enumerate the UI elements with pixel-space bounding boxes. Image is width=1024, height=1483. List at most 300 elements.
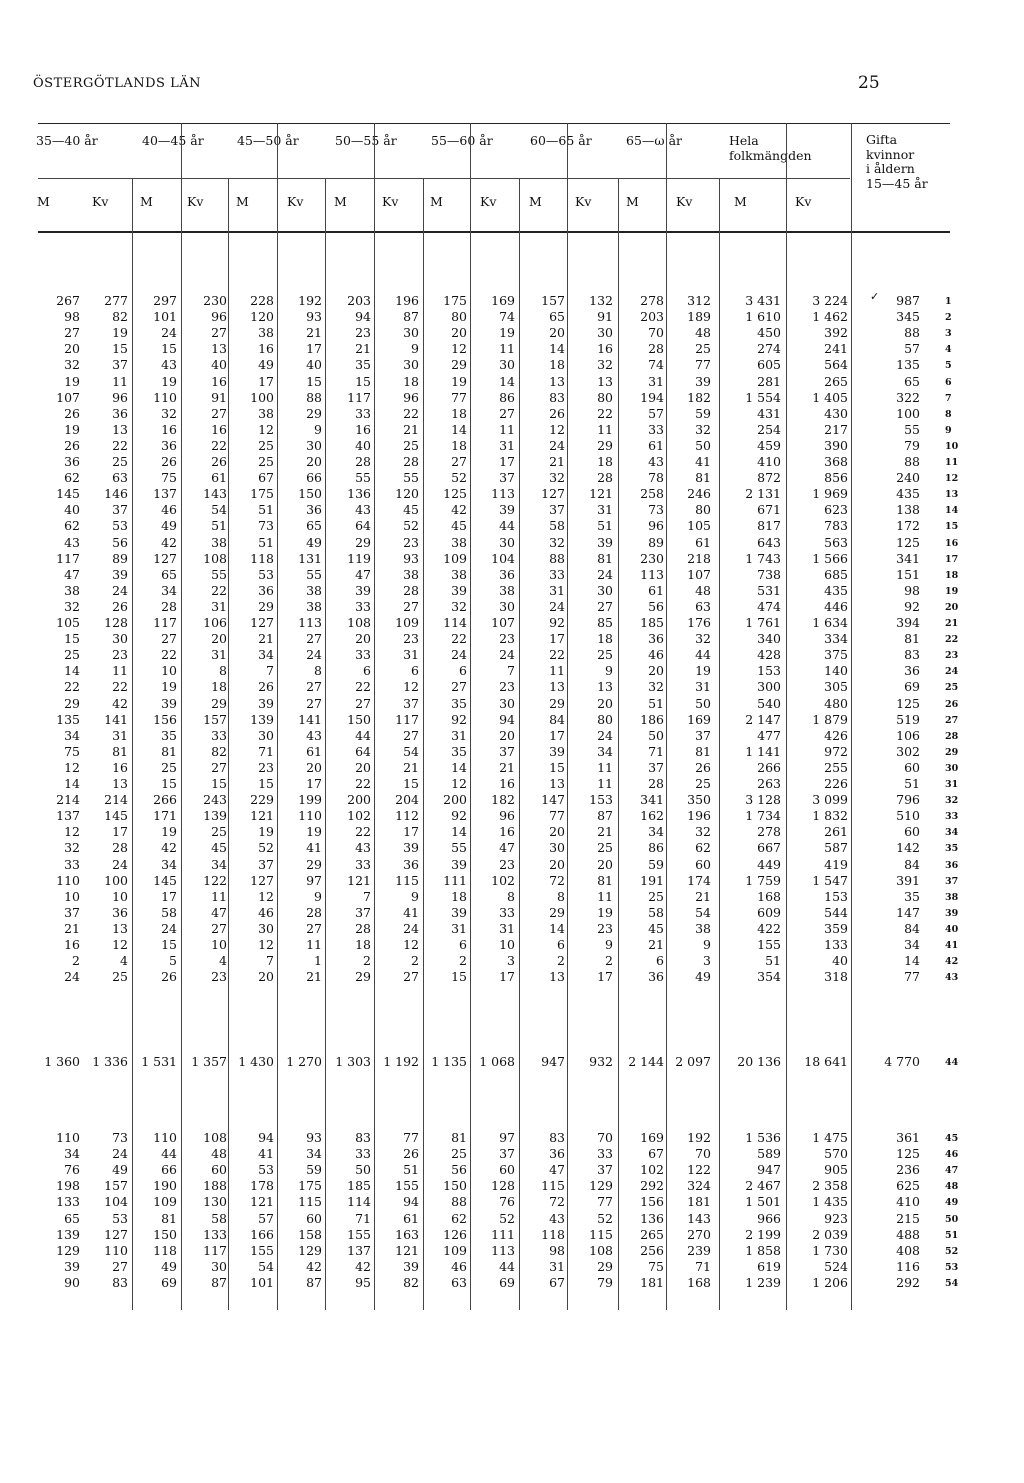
table-cell: 24 [499,647,515,663]
table-cell: 39 [403,840,419,856]
table-cell: 156 [153,711,177,727]
table-cell: 30 [597,325,613,341]
table-cell: 10 [211,937,227,952]
table-cell: 33 [64,856,80,872]
table-cell: 47 [211,904,227,920]
table-cell: 141 [104,711,128,727]
table-cell: 110 [298,808,322,824]
row-number: 7 [945,392,952,404]
table-cell: 174 [687,872,711,888]
table-cell: 117 [56,550,80,566]
table-cell: 143 [687,1210,711,1226]
table-cell: 1 475 [812,1130,848,1145]
table-cell: 21 [549,454,565,469]
table-cell: 115 [298,1194,322,1210]
table-cell: 27 [112,1258,128,1274]
table-cell: 150 [153,1226,177,1242]
table-cell: 340 [757,631,781,647]
table-cell: 19 [499,325,515,341]
table-cell: 32 [549,534,565,550]
row-number: 53 [945,1261,959,1273]
table-cell: 30 [499,598,515,614]
table-cell: 157 [541,293,565,308]
table-cell: 96 [499,808,515,824]
table-cell: 19 [695,663,711,679]
table-cell: 13 [112,421,128,437]
table-cell: 24 [403,920,419,936]
table-cell: 2 [72,953,80,969]
table-cell: 15 [161,776,177,791]
table-cell: 36 [112,904,128,920]
table-cell: 11 [499,341,515,357]
table-cell: 27 [211,405,227,421]
table-cell: 38 [403,566,419,582]
table-cell: 391 [896,872,920,888]
table-cell: 40 [355,437,371,453]
row-number: 31 [945,779,959,790]
table-cell: 1 360 [44,1054,80,1069]
table-cell: 7 [507,663,515,679]
table-cell: 446 [824,598,848,614]
table-cell: 53 [112,1210,128,1226]
table-cell: 11 [597,776,613,791]
table-cell: 30 [112,631,128,647]
table-cell: 350 [687,792,711,808]
table-cell: 20 [64,341,80,357]
table-cell: 214 [104,792,128,808]
table-cell: 17 [549,631,565,647]
table-cell: 26 [161,454,177,469]
table-cell: 56 [648,598,664,614]
row-number: 23 [945,650,959,662]
table-cell: 19 [112,325,128,341]
table-cell: 1 462 [812,309,848,325]
table-cell: 3 128 [745,792,781,808]
table-cell: 226 [824,776,848,791]
table-cell: 30 [499,695,515,711]
table-cell: 16 [258,341,274,357]
table-cell: 41 [403,904,419,920]
table-cell: 76 [499,1194,515,1210]
table-cell: 18 [403,373,419,389]
table-cell: 70 [597,1130,613,1145]
table-cell: 305 [824,679,848,695]
table-cell: 31 [549,582,565,598]
table-cell: 45 [451,518,467,534]
table-cell: 117 [347,389,371,405]
table-cell: 121 [589,486,613,502]
table-cell: 64 [355,743,371,759]
table-cell: 30 [258,727,274,743]
row-number: 5 [945,360,952,372]
table-cell: 16 [211,373,227,389]
table-cell: 115 [589,1226,613,1242]
table-cell: 116 [896,1258,920,1274]
table-cell: 48 [211,1146,227,1162]
table-cell: 31 [211,598,227,614]
row-number: 32 [945,795,959,807]
table-cell: 27 [64,325,80,341]
table-cell: 73 [258,518,274,534]
table-cell: 27 [306,631,322,647]
gifta-header-line3: i åldern [866,161,915,176]
table-cell: 428 [757,647,781,663]
table-cell: 1 435 [812,1194,848,1210]
column-rule [423,178,424,1310]
table-cell: 1 634 [812,615,848,630]
table-cell: 6 [459,937,467,952]
gifta-header-line1: Gifta [866,132,898,147]
table-cell: 25 [597,647,613,663]
table-cell: 63 [451,1274,467,1290]
table-cell: 71 [648,743,664,759]
table-cell: 14 [64,776,80,791]
table-cell: 189 [687,309,711,325]
table-cell: 175 [298,1178,322,1194]
table-cell: 192 [687,1130,711,1145]
table-cell: 625 [896,1178,920,1194]
table-cell: 450 [757,325,781,341]
table-cell: 783 [824,518,848,534]
column-rule [181,123,182,1310]
table-cell: 29 [355,969,371,985]
table-cell: 31 [597,502,613,518]
table-cell: 10 [499,937,515,952]
table-cell: 1 761 [745,615,781,630]
table-cell: 17 [499,454,515,469]
table-cell: 109 [153,1194,177,1210]
table-cell: 359 [824,920,848,936]
table-cell: 181 [687,1194,711,1210]
table-cell: 25 [403,437,419,453]
table-cell: 44 [499,518,515,534]
table-cell: 43 [161,357,177,373]
table-cell: 19 [597,904,613,920]
table-cell: 42 [451,502,467,518]
table-cell: 422 [757,920,781,936]
table-cell: 33 [355,598,371,614]
gifta-header-line2: kvinnor [866,146,915,162]
table-cell: 171 [153,808,177,824]
table-cell: 50 [648,727,664,743]
table-cell: 966 [757,1210,781,1226]
table-cell: 408 [896,1242,920,1258]
table-cell: 39 [161,695,177,711]
table-cell: 6 [459,663,467,679]
table-cell: 16 [161,421,177,437]
table-cell: 14 [451,421,467,437]
table-cell: 587 [824,840,848,856]
table-cell: 37 [499,743,515,759]
table-cell: 77 [597,1194,613,1210]
subheader-m: M [37,194,50,209]
table-cell: 56 [451,1162,467,1178]
table-cell: 27 [403,598,419,614]
table-cell: 18 [211,679,227,695]
table-cell: 20 [211,631,227,647]
table-cell: 410 [757,454,781,469]
table-cell: 16 [64,937,80,952]
subheader-m: M [626,194,639,209]
table-cell: 27 [403,727,419,743]
table-cell: 146 [104,486,128,502]
table-cell: 82 [211,743,227,759]
table-cell: 114 [347,1194,371,1210]
table-cell: 25 [695,776,711,791]
table-cell: 104 [491,550,515,566]
table-cell: 36 [499,566,515,582]
table-cell: 20 [549,325,565,341]
table-cell: 141 [298,711,322,727]
table-cell: 28 [597,470,613,486]
row-number: 39 [945,907,959,919]
table-cell: 230 [203,293,227,308]
table-cell: 49 [112,1162,128,1178]
table-cell: 80 [451,309,467,325]
table-cell: 88 [904,454,920,469]
table-cell: 119 [347,550,371,566]
table-cell: 55 [306,566,322,582]
table-cell: 20 [549,856,565,872]
table-cell: 18 [451,405,467,421]
table-cell: 25 [161,759,177,775]
table-cell: 26 [549,405,565,421]
table-cell: 133 [203,1226,227,1242]
table-cell: 113 [298,615,322,630]
table-cell: 157 [104,1178,128,1194]
table-cell: 20 [549,824,565,840]
table-cell: 108 [347,615,371,630]
row-number: 48 [945,1181,959,1193]
table-cell: 23 [499,679,515,695]
table-cell: 36 [403,856,419,872]
table-cell: 1 531 [141,1054,177,1069]
table-cell: 27 [403,969,419,985]
table-cell: 112 [395,808,419,824]
table-cell: 21 [306,969,322,985]
table-cell: 51 [648,695,664,711]
table-cell: 31 [695,679,711,695]
table-cell: 62 [64,518,80,534]
table-cell: 643 [757,534,781,550]
table-cell: 267 [56,293,80,308]
gifta-header-line4: 15—45 år [866,175,928,191]
table-cell: 136 [347,486,371,502]
table-cell: 65 [904,373,920,389]
table-cell: 111 [443,872,467,888]
table-cell: 81 [597,872,613,888]
table-cell: 73 [648,502,664,518]
table-cell: 22 [211,437,227,453]
table-cell: 30 [499,534,515,550]
table-cell: 169 [491,293,515,308]
table-cell: 176 [687,615,711,630]
table-cell: 77 [451,389,467,405]
table-cell: 44 [499,1258,515,1274]
table-cell: 185 [347,1178,371,1194]
table-cell: 35 [161,727,177,743]
table-cell: 11 [549,663,565,679]
table-cell: 52 [403,518,419,534]
table-cell: 137 [153,486,177,502]
table-cell: 61 [648,582,664,598]
table-cell: 27 [451,454,467,469]
table-cell: 77 [403,1130,419,1145]
table-cell: 266 [153,792,177,808]
table-cell: 89 [648,534,664,550]
table-cell: 162 [640,808,664,824]
table-cell: 157 [203,711,227,727]
group-header-60-65: 60—65 år [530,133,592,148]
table-cell: 130 [203,1194,227,1210]
table-cell: 32 [64,598,80,614]
table-cell: 92 [549,615,565,630]
table-cell: 33 [355,405,371,421]
table-cell: 322 [896,389,920,405]
table-cell: 38 [258,405,274,421]
table-cell: 70 [648,325,664,341]
table-cell: 24 [112,1146,128,1162]
table-cell: 44 [355,727,371,743]
table-cell: 194 [640,389,664,405]
table-cell: 37 [403,695,419,711]
table-cell: 93 [306,1130,322,1145]
table-cell: 1 734 [745,808,781,824]
table-cell: 58 [549,518,565,534]
table-cell: 30 [403,325,419,341]
table-cell: 49 [306,534,322,550]
table-cell: 19 [451,373,467,389]
table-cell: 129 [298,1242,322,1258]
table-cell: 29 [549,904,565,920]
table-cell: 34 [258,647,274,663]
table-cell: 1 357 [191,1054,227,1069]
table-cell: 23 [355,325,371,341]
table-cell: 6 [363,663,371,679]
table-cell: 12 [451,776,467,791]
table-cell: 300 [757,679,781,695]
table-cell: 70 [695,1146,711,1162]
table-cell: 25 [597,840,613,856]
table-cell: 28 [355,454,371,469]
table-cell: 65 [161,566,177,582]
group-header-50-55: 50—55 år [335,133,397,148]
table-cell: 121 [395,1242,419,1258]
row-number: 20 [945,601,959,613]
table-cell: 109 [395,615,419,630]
table-cell: 45 [403,502,419,518]
table-cell: 100 [250,389,274,405]
table-cell: 15 [549,759,565,775]
table-cell: 29 [597,437,613,453]
table-cell: 98 [549,1242,565,1258]
table-cell: 435 [896,486,920,502]
table-cell: 2 [363,953,371,969]
table-cell: 49 [161,1258,177,1274]
table-cell: 17 [258,373,274,389]
table-cell: 37 [258,856,274,872]
table-cell: 26 [695,759,711,775]
table-cell: 106 [896,727,920,743]
table-cell: 16 [211,421,227,437]
table-cell: 44 [695,647,711,663]
table-cell: 178 [250,1178,274,1194]
table-cell: 36 [648,631,664,647]
table-cell: 18 [355,937,371,952]
table-cell: 43 [64,534,80,550]
table-cell: 118 [153,1242,177,1258]
table-cell: 69 [904,679,920,695]
table-cell: 1 [314,953,322,969]
table-cell: 9 [605,937,613,952]
table-cell: 52 [451,470,467,486]
table-cell: 81 [161,1210,177,1226]
table-cell: 55 [355,470,371,486]
table-cell: 240 [896,470,920,486]
table-cell: 122 [687,1162,711,1178]
table-cell: 52 [597,1210,613,1226]
table-cell: 51 [597,518,613,534]
table-cell: 84 [549,711,565,727]
table-cell: 37 [499,1146,515,1162]
table-cell: 2 131 [745,486,781,502]
row-number: 40 [945,923,959,935]
table-cell: 110 [153,389,177,405]
table-cell: 24 [306,647,322,663]
table-cell: 84 [904,856,920,872]
table-cell: 263 [757,776,781,791]
table-cell: 24 [112,582,128,598]
table-cell: 39 [695,373,711,389]
table-cell: 110 [153,1130,177,1145]
table-cell: 76 [64,1162,80,1178]
row-number: 42 [945,956,959,968]
group-header-35-40: 35—40 år [36,133,98,148]
table-cell: 47 [499,840,515,856]
table-cell: 1 303 [335,1054,371,1069]
table-cell: 35 [451,743,467,759]
table-cell: 947 [541,1054,565,1069]
table-cell: 60 [211,1162,227,1178]
table-cell: 34 [306,1146,322,1162]
table-cell: 25 [695,341,711,357]
table-cell: 19 [306,824,322,840]
table-cell: 155 [757,937,781,952]
table-cell: 38 [451,566,467,582]
page-number: 25 [858,73,880,93]
table-cell: 55 [211,566,227,582]
table-cell: 14 [64,663,80,679]
row-number: 21 [945,618,959,629]
table-cell: 20 [258,969,274,985]
row-number: 36 [945,859,959,871]
table-cell: 22 [211,582,227,598]
table-cell: 80 [695,502,711,518]
table-cell: 29 [306,405,322,421]
table-cell: 88 [904,325,920,341]
table-cell: 51 [765,953,781,969]
table-cell: 685 [824,566,848,582]
table-cell: 81 [161,743,177,759]
table-cell: 2 [557,953,565,969]
table-cell: 28 [648,341,664,357]
table-cell: 43 [355,502,371,518]
table-cell: 25 [211,824,227,840]
table-cell: 17 [306,776,322,791]
table-cell: 67 [549,1274,565,1290]
table-cell: 1 501 [745,1194,781,1210]
table-cell: 229 [250,792,274,808]
